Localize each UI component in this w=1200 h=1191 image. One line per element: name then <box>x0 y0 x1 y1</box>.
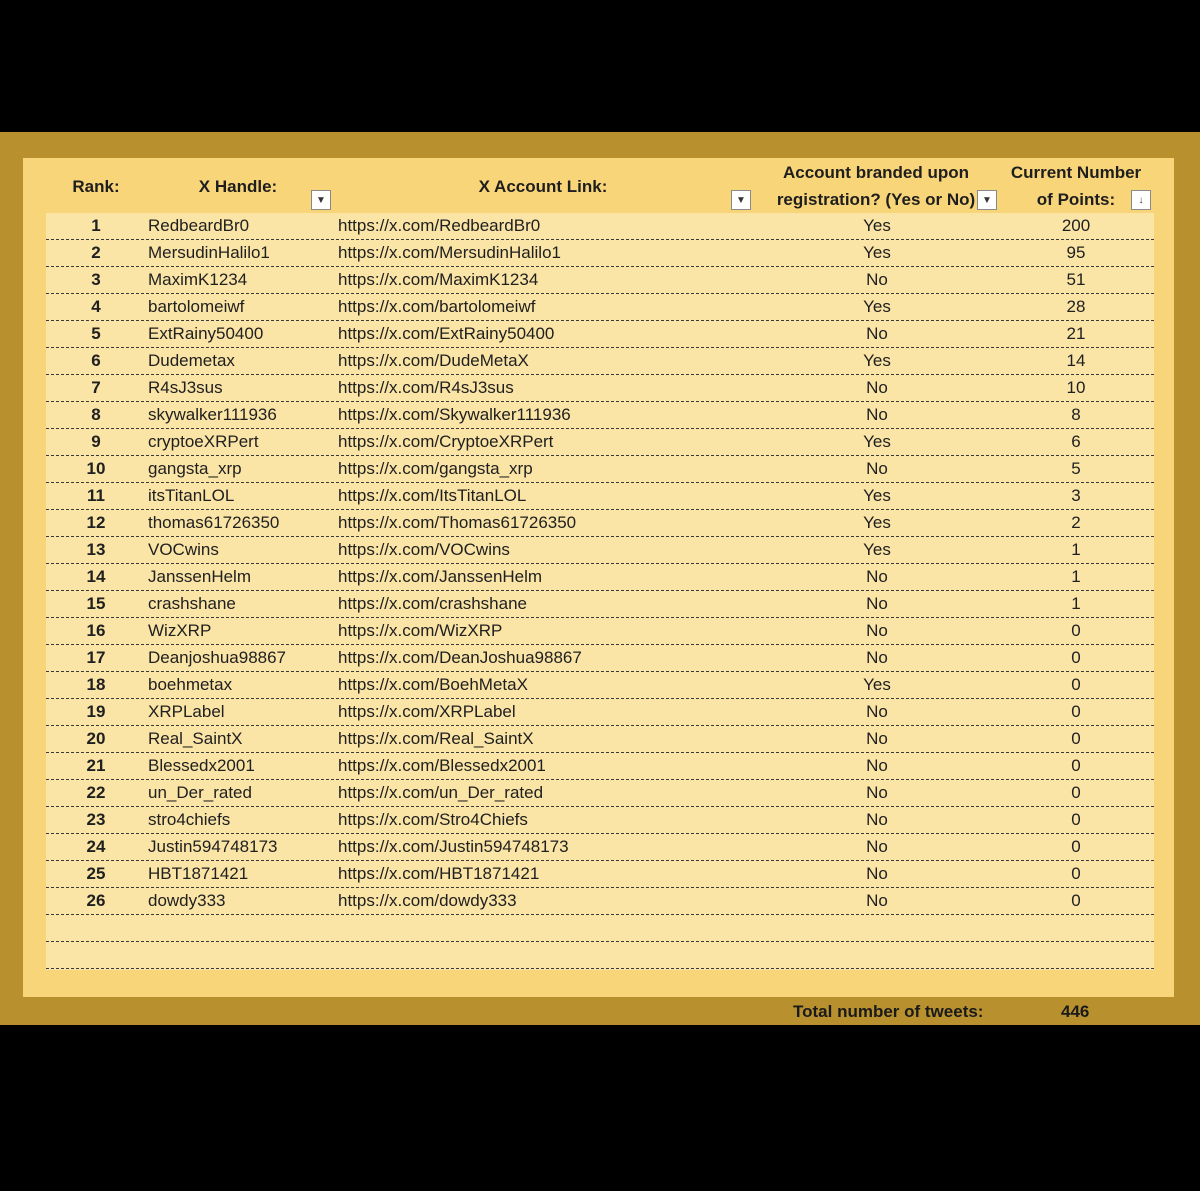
rank-cell[interactable]: 23 <box>86 810 106 829</box>
table-row[interactable] <box>46 834 1154 861</box>
rank-cell[interactable]: 8 <box>91 405 101 424</box>
table-row[interactable] <box>46 780 1154 807</box>
rank-cell[interactable]: 19 <box>86 702 106 721</box>
handle-cell[interactable]: gangsta_xrp <box>148 459 242 478</box>
header-link: X Account Link: <box>478 177 608 196</box>
branded-cell[interactable]: No <box>866 783 888 802</box>
points-cell[interactable]: 8 <box>1071 405 1081 424</box>
account-link-cell[interactable]: https://x.com/dowdy333 <box>338 891 517 910</box>
account-link-cell[interactable]: https://x.com/un_Der_rated <box>338 783 544 802</box>
points-cell[interactable]: 0 <box>1071 810 1081 829</box>
points-cell[interactable]: 0 <box>1071 783 1081 802</box>
points-cell[interactable]: 28 <box>1066 297 1086 316</box>
table-body <box>46 213 1154 970</box>
account-link-cell[interactable]: https://x.com/DeanJoshua98867 <box>338 648 582 667</box>
branded-cell[interactable]: Yes <box>863 486 891 505</box>
branded-cell[interactable]: No <box>866 756 888 775</box>
table-row[interactable] <box>46 861 1154 888</box>
table-row[interactable] <box>46 348 1154 375</box>
handle-cell[interactable]: RedbeardBr0 <box>148 216 250 235</box>
handle-cell[interactable]: Deanjoshua98867 <box>148 648 287 667</box>
handle-cell[interactable]: Real_SaintX <box>148 729 243 748</box>
rank-cell[interactable]: 21 <box>86 756 106 775</box>
table-row[interactable] <box>46 402 1154 429</box>
handle-cell[interactable]: Dudemetax <box>148 351 235 370</box>
header-points-line2: of Points: <box>1036 190 1116 209</box>
header-points-line1: Current Number <box>1010 163 1142 182</box>
handle-cell[interactable]: boehmetax <box>148 675 233 694</box>
points-cell[interactable]: 1 <box>1071 594 1081 613</box>
handle-cell[interactable]: thomas61726350 <box>148 513 280 532</box>
handle-cell[interactable]: stro4chiefs <box>148 810 231 829</box>
account-link-cell[interactable]: https://x.com/CryptoeXRPert <box>338 432 554 451</box>
table-row[interactable] <box>46 591 1154 618</box>
handle-cell[interactable]: MaximK1234 <box>148 270 248 289</box>
account-link-cell[interactable]: https://x.com/R4sJ3sus <box>338 378 514 397</box>
branded-cell[interactable]: No <box>866 594 888 613</box>
handle-cell[interactable]: XRPLabel <box>148 702 225 721</box>
rank-cell[interactable]: 22 <box>86 783 106 802</box>
header-branded-line1: Account branded upon <box>782 163 970 182</box>
account-link-cell[interactable]: https://x.com/gangsta_xrp <box>338 459 533 478</box>
table-row[interactable] <box>46 753 1154 780</box>
handle-cell[interactable]: Blessedx2001 <box>148 756 255 775</box>
account-link-cell[interactable]: https://x.com/Real_SaintX <box>338 729 534 748</box>
points-cell[interactable]: 14 <box>1066 351 1086 370</box>
account-link-cell[interactable]: https://x.com/crashshane <box>338 594 527 613</box>
branded-cell[interactable]: Yes <box>863 297 891 316</box>
points-cell[interactable]: 1 <box>1071 567 1081 586</box>
branded-cell[interactable]: No <box>866 648 888 667</box>
rank-cell[interactable]: 13 <box>86 540 106 559</box>
account-link-cell[interactable]: https://x.com/MaximK1234 <box>338 270 539 289</box>
handle-cell[interactable]: bartolomeiwf <box>148 297 245 316</box>
points-cell[interactable]: 200 <box>1061 216 1091 235</box>
points-cell[interactable]: 51 <box>1066 270 1086 289</box>
branded-cell[interactable]: No <box>866 459 888 478</box>
points-cell[interactable]: 2 <box>1071 513 1081 532</box>
branded-cell[interactable]: No <box>866 324 888 343</box>
rank-cell[interactable]: 5 <box>91 324 101 343</box>
account-link-cell[interactable]: https://x.com/Thomas61726350 <box>338 513 577 532</box>
account-link-cell[interactable]: https://x.com/Stro4Chiefs <box>338 810 528 829</box>
rank-cell[interactable]: 12 <box>86 513 106 532</box>
table-row[interactable] <box>46 645 1154 672</box>
handle-cell[interactable]: crashshane <box>148 594 236 613</box>
rank-cell[interactable]: 3 <box>91 270 101 289</box>
handle-cell[interactable]: ExtRainy50400 <box>148 324 264 343</box>
account-link-cell[interactable]: https://x.com/bartolomeiwf <box>338 297 536 316</box>
handle-cell[interactable]: MersudinHalilo1 <box>148 243 270 262</box>
branded-cell[interactable]: Yes <box>863 513 891 532</box>
handle-cell[interactable]: itsTitanLOL <box>148 486 235 505</box>
points-cell[interactable]: 95 <box>1066 243 1086 262</box>
table-row[interactable] <box>46 213 1154 240</box>
handle-cell[interactable]: cryptoeXRPert <box>148 432 259 451</box>
account-link-cell[interactable]: https://x.com/ExtRainy50400 <box>338 324 555 343</box>
header-branded-line2: registration? (Yes or No) <box>776 190 976 209</box>
rank-cell[interactable]: 17 <box>86 648 106 667</box>
table-row[interactable] <box>46 240 1154 267</box>
branded-cell[interactable]: No <box>866 729 888 748</box>
table-row[interactable] <box>46 510 1154 537</box>
account-link-cell[interactable]: https://x.com/RedbeardBr0 <box>338 216 541 235</box>
spreadsheet-frame <box>0 132 1200 1025</box>
rank-cell[interactable]: 26 <box>86 891 106 910</box>
handle-cell[interactable]: VOCwins <box>148 540 219 559</box>
filter-dropdown-icon[interactable]: ▼ <box>311 190 331 210</box>
points-cell[interactable]: 10 <box>1066 378 1086 397</box>
rank-cell[interactable]: 11 <box>87 486 105 505</box>
table-row[interactable] <box>46 564 1154 591</box>
handle-cell[interactable]: Justin594748173 <box>148 837 278 856</box>
rank-cell[interactable]: 6 <box>91 351 101 370</box>
table-row[interactable] <box>46 429 1154 456</box>
filter-dropdown-icon[interactable]: ▼ <box>731 190 751 210</box>
table-row[interactable] <box>46 483 1154 510</box>
points-cell[interactable]: 0 <box>1071 729 1081 748</box>
header-rank: Rank: <box>72 177 120 196</box>
account-link-cell[interactable]: https://x.com/VOCwins <box>338 540 510 559</box>
points-cell[interactable]: 5 <box>1071 459 1081 478</box>
table-row[interactable] <box>46 915 1154 942</box>
branded-cell[interactable]: No <box>866 891 888 910</box>
filter-dropdown-icon[interactable]: ▼ <box>977 190 997 210</box>
handle-cell[interactable]: HBT1871421 <box>148 864 249 883</box>
rank-cell[interactable]: 14 <box>86 567 106 586</box>
rank-cell[interactable]: 2 <box>91 243 101 262</box>
rank-cell[interactable]: 9 <box>91 432 101 451</box>
handle-cell[interactable]: R4sJ3sus <box>148 378 223 397</box>
branded-cell[interactable]: Yes <box>863 216 891 235</box>
points-cell[interactable]: 0 <box>1071 756 1081 775</box>
table-row[interactable] <box>46 267 1154 294</box>
handle-cell[interactable]: WizXRP <box>148 621 212 640</box>
branded-cell[interactable]: Yes <box>863 432 891 451</box>
rank-cell[interactable]: 24 <box>86 837 106 856</box>
account-link-cell[interactable]: https://x.com/Skywalker111936 <box>338 405 571 424</box>
rank-cell[interactable]: 1 <box>91 216 101 235</box>
table-row[interactable] <box>46 807 1154 834</box>
rank-cell[interactable]: 25 <box>86 864 106 883</box>
account-link-cell[interactable]: https://x.com/WizXRP <box>338 621 503 640</box>
table-row[interactable] <box>46 375 1154 402</box>
handle-cell[interactable]: un_Der_rated <box>148 783 252 802</box>
points-cell[interactable]: 1 <box>1071 540 1081 559</box>
branded-cell[interactable]: No <box>866 378 888 397</box>
points-cell[interactable]: 0 <box>1071 837 1081 856</box>
table-row[interactable] <box>46 699 1154 726</box>
table-row[interactable] <box>46 942 1154 969</box>
branded-cell[interactable]: No <box>866 405 888 424</box>
account-link-cell[interactable]: https://x.com/BoehMetaX <box>338 675 528 694</box>
account-link-cell[interactable]: https://x.com/JanssenHelm <box>338 567 543 586</box>
branded-cell[interactable]: Yes <box>863 675 891 694</box>
table-header <box>23 158 1174 214</box>
total-tweets-value: 446 <box>1061 1002 1090 1021</box>
total-tweets-label: Total number of tweets: <box>793 1002 984 1021</box>
rank-cell[interactable]: 16 <box>86 621 106 640</box>
rank-cell[interactable]: 7 <box>91 378 101 397</box>
account-link-cell[interactable]: https://x.com/HBT1871421 <box>338 864 540 883</box>
handle-cell[interactable]: dowdy333 <box>148 891 226 910</box>
points-cell[interactable]: 0 <box>1071 891 1081 910</box>
branded-cell[interactable]: Yes <box>863 351 891 370</box>
table-row[interactable] <box>46 294 1154 321</box>
handle-cell[interactable]: skywalker111936 <box>148 405 277 424</box>
account-link-cell[interactable]: https://x.com/Blessedx2001 <box>338 756 546 775</box>
branded-cell[interactable]: Yes <box>863 243 891 262</box>
branded-cell[interactable]: No <box>866 621 888 640</box>
branded-cell[interactable]: No <box>866 810 888 829</box>
rank-cell[interactable]: 4 <box>91 297 101 316</box>
points-cell[interactable]: 3 <box>1071 486 1081 505</box>
points-cell[interactable]: 0 <box>1071 864 1081 883</box>
account-link-cell[interactable]: https://x.com/Justin594748173 <box>338 837 569 856</box>
handle-cell[interactable]: JanssenHelm <box>148 567 251 586</box>
branded-cell[interactable]: No <box>866 837 888 856</box>
points-cell[interactable]: 21 <box>1066 324 1086 343</box>
points-cell[interactable]: 6 <box>1071 432 1081 451</box>
sort-descending-icon[interactable]: ↓ <box>1131 190 1151 210</box>
rank-cell[interactable]: 18 <box>86 675 106 694</box>
header-handle: X Handle: <box>198 177 278 196</box>
rank-cell[interactable]: 20 <box>86 729 106 748</box>
table-row[interactable] <box>46 672 1154 699</box>
points-cell[interactable]: 0 <box>1071 621 1081 640</box>
branded-cell[interactable]: No <box>866 864 888 883</box>
points-cell[interactable]: 0 <box>1071 675 1081 694</box>
rank-cell[interactable]: 10 <box>86 459 106 478</box>
branded-cell[interactable]: Yes <box>863 540 891 559</box>
rank-cell[interactable]: 15 <box>86 594 106 613</box>
table-row[interactable] <box>46 726 1154 753</box>
points-cell[interactable]: 0 <box>1071 702 1081 721</box>
table-row[interactable] <box>46 456 1154 483</box>
table-row[interactable] <box>46 321 1154 348</box>
table-row[interactable] <box>46 618 1154 645</box>
points-cell[interactable]: 0 <box>1071 648 1081 667</box>
account-link-cell[interactable]: https://x.com/DudeMetaX <box>338 351 529 370</box>
table-row[interactable] <box>46 537 1154 564</box>
account-link-cell[interactable]: https://x.com/XRPLabel <box>338 702 516 721</box>
table-row[interactable] <box>46 888 1154 915</box>
account-link-cell[interactable]: https://x.com/MersudinHalilo1 <box>338 243 561 262</box>
branded-cell[interactable]: No <box>866 567 888 586</box>
leaderboard-panel <box>23 158 1174 997</box>
branded-cell[interactable]: No <box>866 270 888 289</box>
branded-cell[interactable]: No <box>866 702 888 721</box>
account-link-cell[interactable]: https://x.com/ItsTitanLOL <box>338 486 527 505</box>
